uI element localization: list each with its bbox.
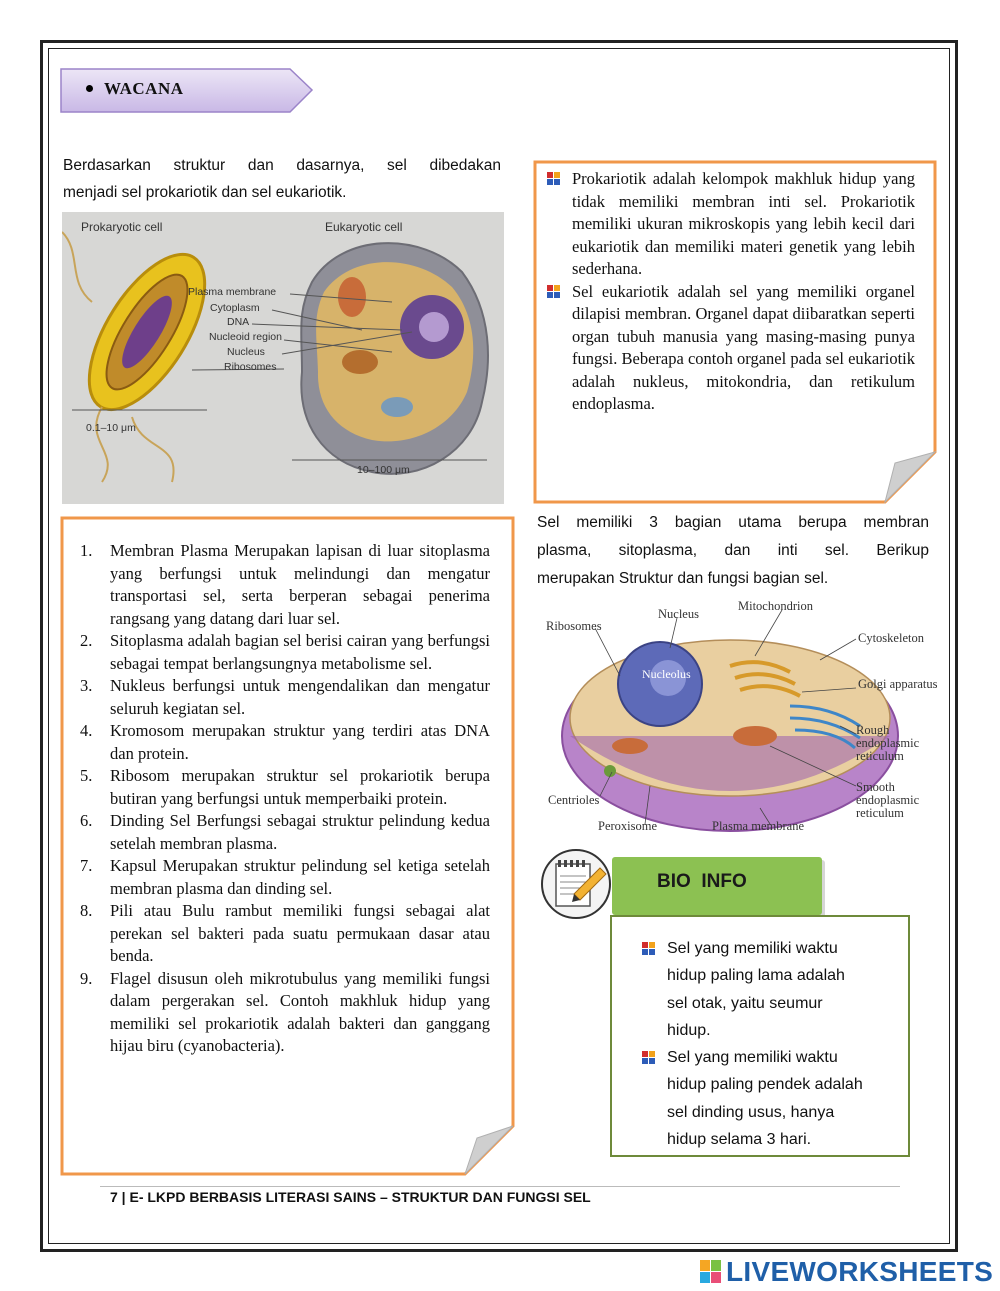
definition-list xyxy=(547,168,915,416)
liveworksheets-logo-icon xyxy=(700,1260,722,1284)
intro-line: Berdasarkan struktur dan dasarnya, sel dibedakan xyxy=(63,157,501,174)
bullet-flag-icon xyxy=(642,942,656,956)
list-item xyxy=(80,968,490,1058)
list-text: Kromosom merupakan struktur yang terdiri atas DNA dan protein. xyxy=(110,721,490,763)
list-item xyxy=(80,765,490,810)
cell-parts-intro xyxy=(537,509,929,593)
bioinfo-item xyxy=(642,1044,902,1153)
bioinfo-line: hidup. xyxy=(667,1021,711,1039)
footer-divider xyxy=(100,1186,900,1187)
list-item xyxy=(80,540,490,630)
list-number: 4. xyxy=(80,721,93,740)
list-number: 6. xyxy=(80,811,93,830)
section-title: WACANA xyxy=(104,79,184,98)
label-cytoplasm: Cytoplasm xyxy=(210,302,260,314)
label-plasma-membrane: Plasma membrane xyxy=(712,819,804,833)
definition-text: Prokariotik adalah kelompok makhluk hidup yang tidak memiliki membran inti sel. Prokariotik memiliki ukuran mikroskopis yang lebih kecil dari eukariotik dan memiliki materi genetik yang lebih sederhana. xyxy=(572,169,915,278)
bioinfo-line: Sel yang memiliki waktu xyxy=(667,940,838,957)
paragraph-line: Sel memiliki 3 bagian utama berupa membran xyxy=(537,514,929,531)
list-number: 5. xyxy=(80,766,93,785)
label-mitochondrion: Mitochondrion xyxy=(738,599,813,613)
label-rough-er: Rough endoplasmic reticulum xyxy=(856,723,920,763)
list-number: 2. xyxy=(80,631,93,650)
label-dna: DNA xyxy=(227,316,250,328)
list-text: Sitoplasma adalah bagian sel berisi cairan yang berfungsi sebagai tempat berlangsungnya metabolisme sel. xyxy=(110,631,490,673)
label-smooth-er: Smooth endoplasmic reticulum xyxy=(856,780,920,820)
bullet-flag-icon xyxy=(547,172,561,186)
list-text: Membran Plasma Merupakan lapisan di luar sitoplasma yang berfungsi untuk melindungi dan mengatur transportasi sel, serta berperan sebagai penerima rangsang yang datang dari luar sel. xyxy=(110,541,490,628)
cell-comparison-illustration xyxy=(62,212,504,504)
scale-prokaryotic: 0.1–10 μm xyxy=(86,422,136,434)
bioinfo-line: hidup selama 3 hari. xyxy=(667,1131,812,1149)
definition-item xyxy=(547,168,915,281)
list-item xyxy=(80,900,490,968)
cell-parts-callout xyxy=(60,516,515,1176)
label-nucleoid-region: Nucleoid region xyxy=(209,331,282,343)
list-text: Dinding Sel Berfungsi sebagai struktur pelindung kedua setelah membran plasma. xyxy=(110,811,490,853)
bioinfo-line: hidup paling lama adalah xyxy=(667,967,845,985)
notepad-pencil-icon xyxy=(540,848,612,920)
definition-text: Sel eukariotik adalah sel yang memiliki organel dilapisi membran. Organel dapat diibaratkan seperti organ tubuh manusia yang masing-masing punya fungsi. Beberapa contoh organel pada sel eukariotik adalah nukleus, mitokondria, dan retikulum endoplasma. xyxy=(572,281,915,413)
bioinfo-item xyxy=(642,935,902,1044)
figure-title-eukaryotic: Eukaryotic cell xyxy=(325,220,403,234)
list-text: Flagel disusun oleh mikrotubulus yang memiliki fungsi dalam pergerakan sel. Contoh makhluk hidup yang memiliki sel prokariotik adalah bakteri dan ganggang hijau biru (cyanobacteria). xyxy=(110,968,490,1055)
label-ribosomes: Ribosomes xyxy=(224,361,277,373)
brand-name: LIVEWORKSHEETS xyxy=(726,1256,994,1287)
list-number: 8. xyxy=(80,901,93,920)
intro-paragraph xyxy=(63,152,501,206)
bioinfo-title: BIO INFO xyxy=(657,871,747,892)
list-number: 3. xyxy=(80,676,93,695)
label-cytoskeleton: Cytoskeleton xyxy=(858,631,924,645)
label-ribosomes: Ribosomes xyxy=(546,619,602,633)
label-nucleolus: Nucleolus xyxy=(642,667,691,681)
cell-parts-list xyxy=(80,540,490,1058)
bioinfo-line: hidup paling pendek adalah xyxy=(667,1076,863,1094)
definition-callout xyxy=(533,160,937,504)
bioinfo-box xyxy=(610,915,910,1157)
section-banner xyxy=(60,68,312,112)
bioinfo-line: Sel yang memiliki waktu xyxy=(667,1049,838,1067)
bioinfo-list xyxy=(642,935,902,1153)
bioinfo-line: sel dinding usus, hanya xyxy=(667,1103,835,1121)
label-golgi: Golgi apparatus xyxy=(858,677,938,691)
list-item xyxy=(80,810,490,855)
list-text: Kapsul Merupakan struktur pelindung sel ketiga setelah membran plasma dan dinding sel. xyxy=(110,856,490,898)
label-centrioles: Centrioles xyxy=(548,793,600,807)
scale-eukaryotic: 10–100 μm xyxy=(357,464,410,476)
banner-shape xyxy=(60,68,316,114)
paragraph-line: merupakan Struktur dan fungsi bagian sel. xyxy=(537,570,829,587)
list-item xyxy=(80,720,490,765)
list-number: 1. xyxy=(80,541,93,560)
bullet-flag-icon xyxy=(642,1051,656,1065)
label-peroxisome: Peroxisome xyxy=(598,819,658,833)
bullet-flag-icon xyxy=(547,285,561,299)
page-footer: 7 | E- LKPD BERBASIS LITERASI SAINS – STRUKTUR DAN FUNGSI SEL xyxy=(110,1189,591,1205)
list-item xyxy=(80,855,490,900)
list-text: Ribosom merupakan struktur sel prokariotik berupa butiran yang berfungsi untuk memperbaiki protein. xyxy=(110,766,490,808)
list-text: Nukleus berfungsi untuk mengendalikan dan mengatur seluruh kegiatan sel. xyxy=(110,676,490,718)
intro-line: menjadi sel prokariotik dan sel eukariotik. xyxy=(63,184,347,201)
figure-title-prokaryotic: Prokaryotic cell xyxy=(81,220,163,234)
list-number: 7. xyxy=(80,856,93,875)
label-nucleus: Nucleus xyxy=(658,607,699,621)
list-number: 9. xyxy=(80,968,93,988)
bioinfo-line: sel otak, yaitu seumur xyxy=(667,994,823,1012)
list-item xyxy=(80,675,490,720)
bioinfo-header xyxy=(612,857,822,915)
definition-item xyxy=(547,281,915,416)
list-text: Pili atau Bulu rambut memiliki fungsi sebagai alat perekan sel bakteri pada suatu permukaan dasar atau benda. xyxy=(110,901,490,965)
animal-cell-figure xyxy=(540,596,945,836)
list-item xyxy=(80,630,490,675)
label-nucleus: Nucleus xyxy=(227,346,265,358)
label-plasma-membrane: Plasma membrane xyxy=(188,286,277,298)
bullet-icon xyxy=(86,85,93,92)
prokaryotic-eukaryotic-figure xyxy=(62,212,504,504)
paragraph-line: plasma, sitoplasma, dan inti sel. Berikup xyxy=(537,542,929,559)
